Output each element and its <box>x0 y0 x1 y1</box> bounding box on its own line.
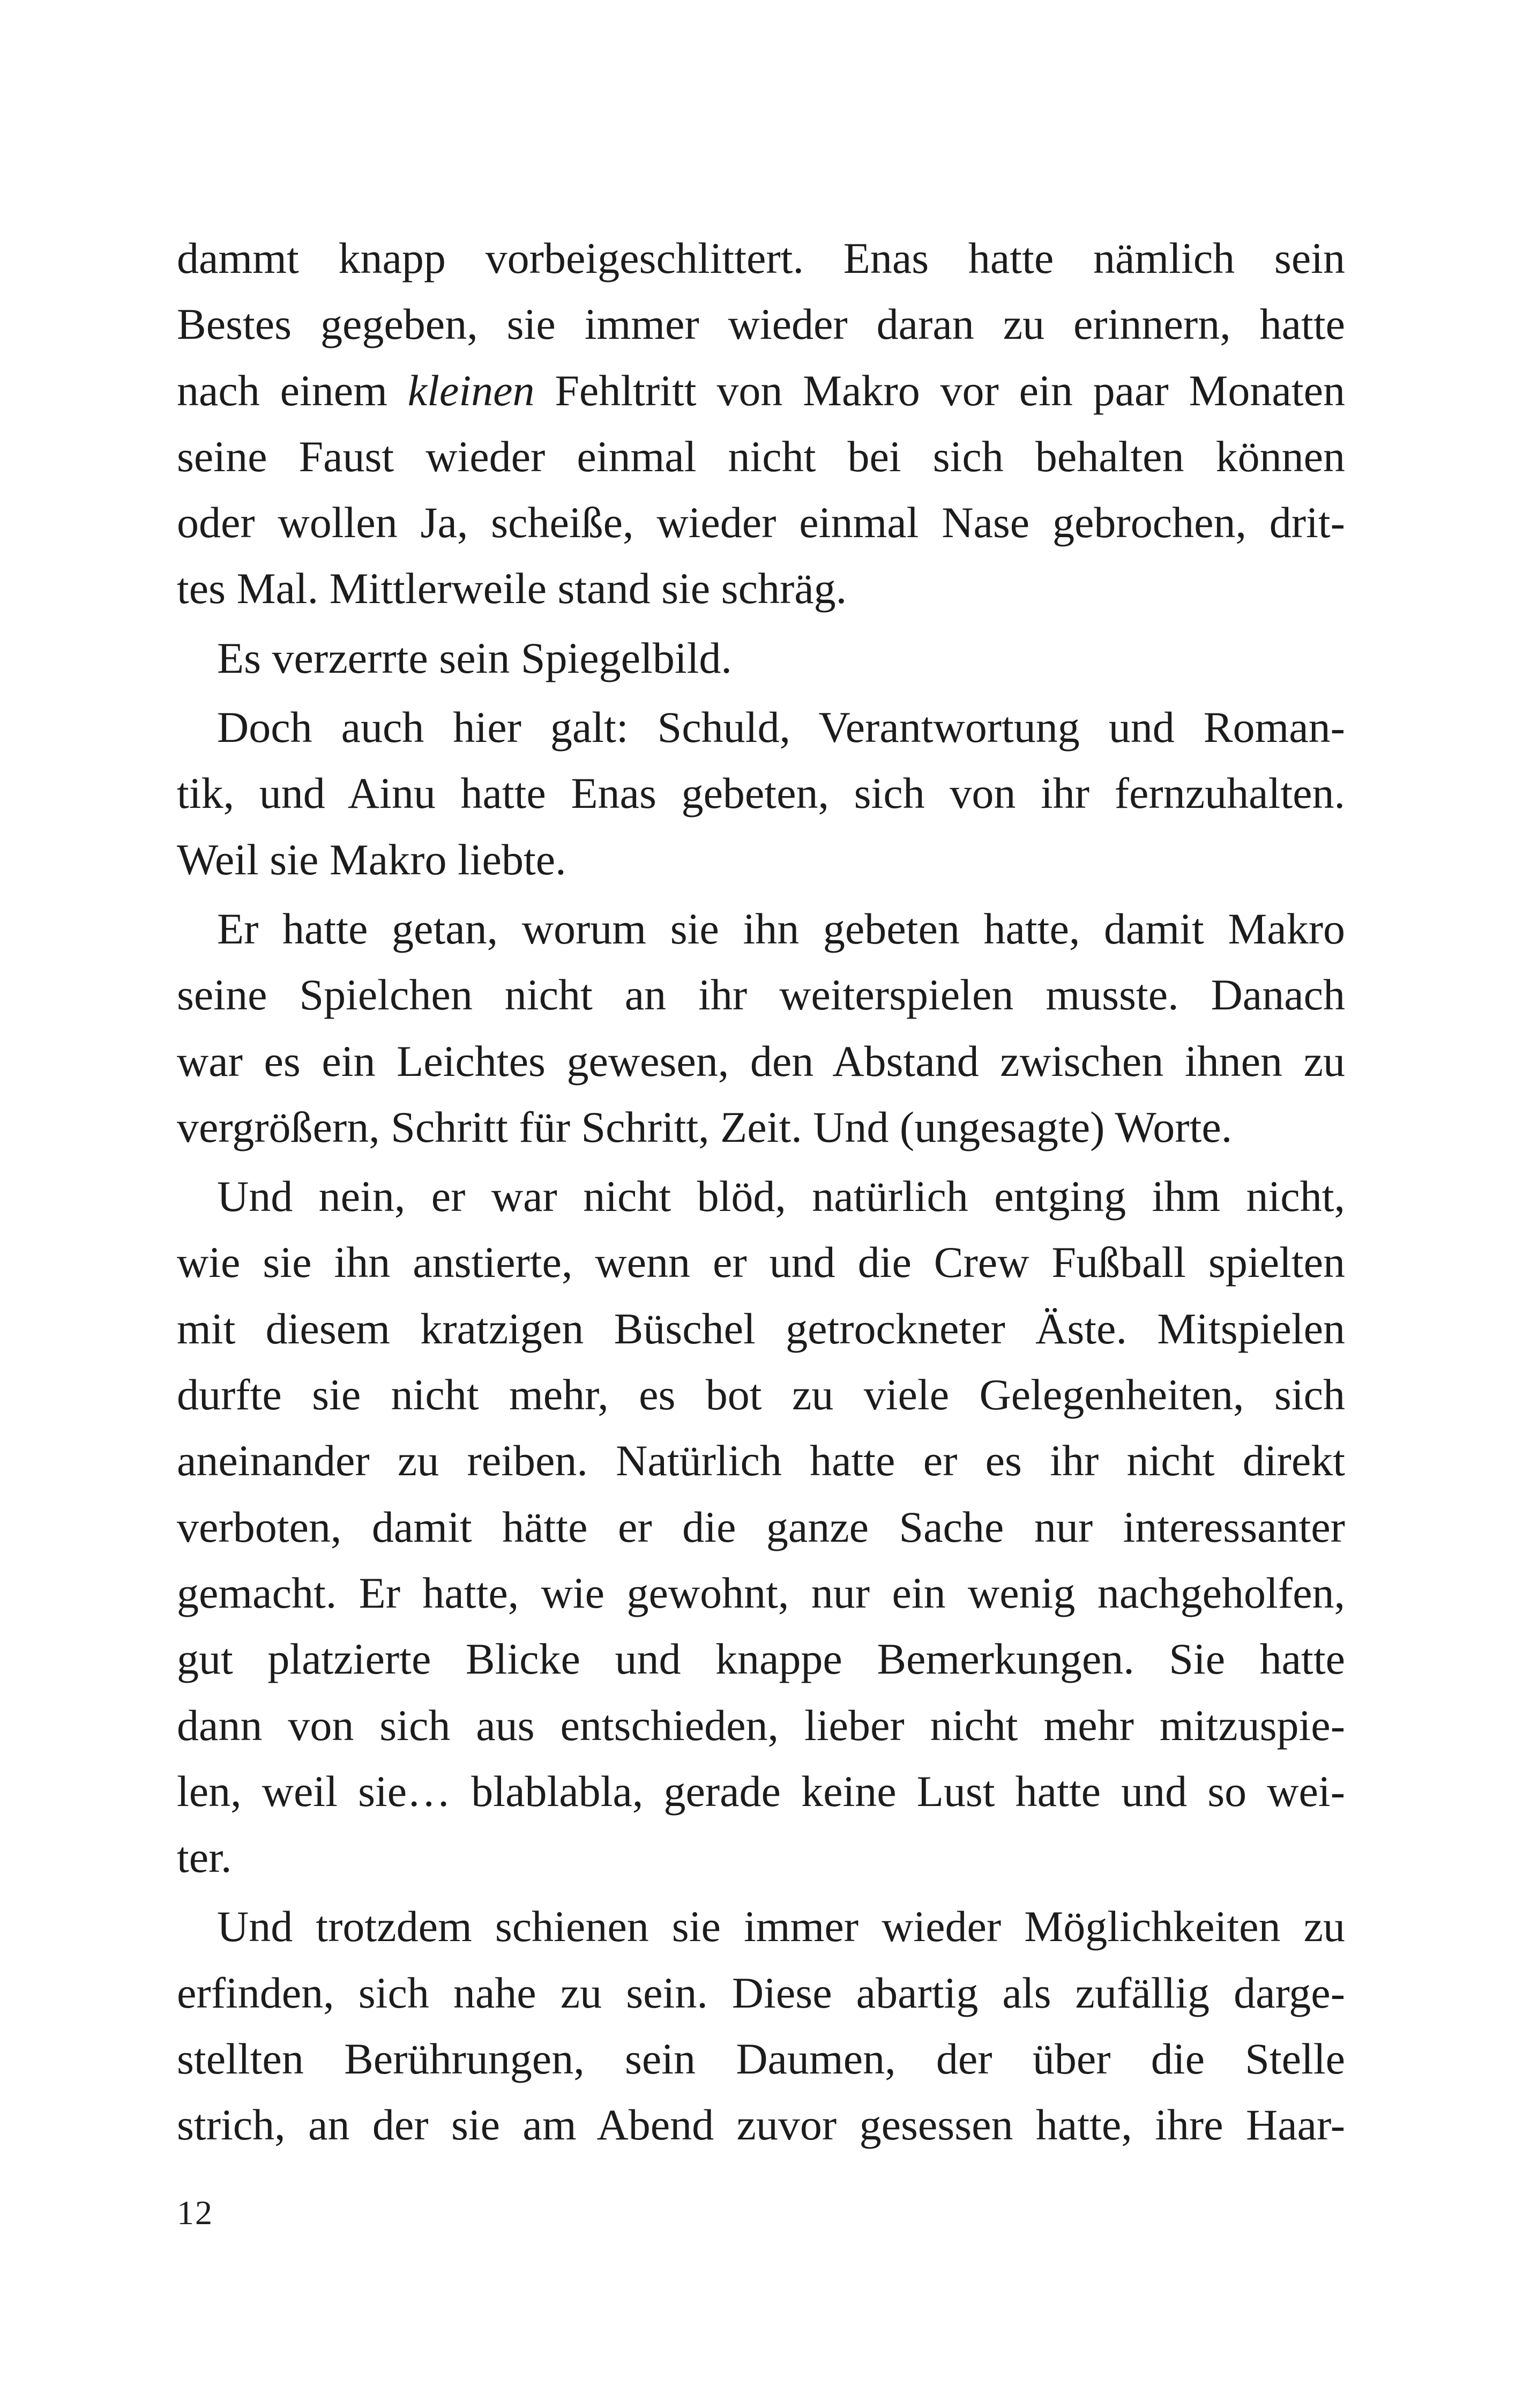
text-line: Doch auch hier galt: Schuld, Verantwortung und Roman- <box>217 703 1345 752</box>
text-line: mit diesem kratzigen Büschel getrockneter Äste. Mitspielen <box>177 1304 1345 1353</box>
text-line: Bestes gegeben, sie immer wieder daran zu erinnern, hatte <box>177 300 1345 349</box>
text-line: Es verzerrte sein Spiegelbild. <box>217 633 732 682</box>
text-line: vergrößern, Schritt für Schritt, Zeit. Und (ungesagte) Worte. <box>177 1102 1233 1151</box>
text-line: wie sie ihn anstierte, wenn er und die Crew Fußball spielten <box>177 1238 1345 1287</box>
text-line: seine Faust wieder einmal nicht bei sich behalten können <box>177 432 1345 481</box>
text-line: tik, und Ainu hatte Enas gebeten, sich von ihr fernzuhalten. <box>177 769 1345 818</box>
page-number: 12 <box>177 2194 213 2232</box>
text-line: oder wollen Ja, scheiße, wieder einmal Nase gebrochen, drit- <box>177 498 1345 547</box>
text-line: stellten Berührungen, sein Daumen, der über die Stelle <box>177 2034 1345 2084</box>
text-line: Er hatte getan, worum sie ihn gebeten hatte, damit Makro <box>217 904 1345 953</box>
text-line: tes Mal. Mittlerweile stand sie schräg. <box>177 564 847 613</box>
emphasized-word: kleinen <box>407 366 535 415</box>
text-line: len, weil sie… blablabla, gerade keine Lust hatte und so wei- <box>177 1766 1345 1816</box>
text-line: durfte sie nicht mehr, es bot zu viele Gelegenheiten, sich <box>177 1370 1345 1419</box>
body-text <box>177 225 1345 2158</box>
text-line: Und trotzdem schienen sie immer wieder Möglichkeiten zu <box>217 1902 1345 1951</box>
text-line: gemacht. Er hatte, wie gewohnt, nur ein wenig nachgeholfen, <box>177 1568 1345 1617</box>
text-line: dann von sich aus entschieden, lieber nicht mehr mitzuspie- <box>177 1700 1345 1750</box>
text-line: Weil sie Makro liebte. <box>177 835 566 884</box>
text-line: strich, an der sie am Abend zuvor gesessen hatte, ihre Haar- <box>177 2100 1345 2150</box>
text-line: seine Spielchen nicht an ihr weiterspielen musste. Danach <box>177 970 1345 1020</box>
text-line: dammt knapp vorbeigeschlittert. Enas hatte nämlich sein <box>177 234 1345 283</box>
text-run: Fehltritt von Makro vor ein paar Monaten <box>534 366 1345 415</box>
text-line: war es ein Leichtes gewesen, den Abstand zwischen ihnen zu <box>177 1036 1345 1086</box>
text-line: erfinden, sich nahe zu sein. Diese abartig als zufällig darge- <box>177 1968 1345 2017</box>
text-run: nach einem <box>177 366 408 415</box>
text-line: aneinander zu reiben. Natürlich hatte er es ihr nicht direkt <box>177 1436 1345 1485</box>
text-line: verboten, damit hätte er die ganze Sache nur interessanter <box>177 1502 1345 1551</box>
text-line: ter. <box>177 1833 232 1882</box>
text-line <box>177 358 1345 423</box>
text-line: gut platzierte Blicke und knappe Bemerkungen. Sie hatte <box>177 1634 1345 1684</box>
text-line: Und nein, er war nicht blöd, natürlich entging ihm nicht, <box>217 1172 1345 1221</box>
